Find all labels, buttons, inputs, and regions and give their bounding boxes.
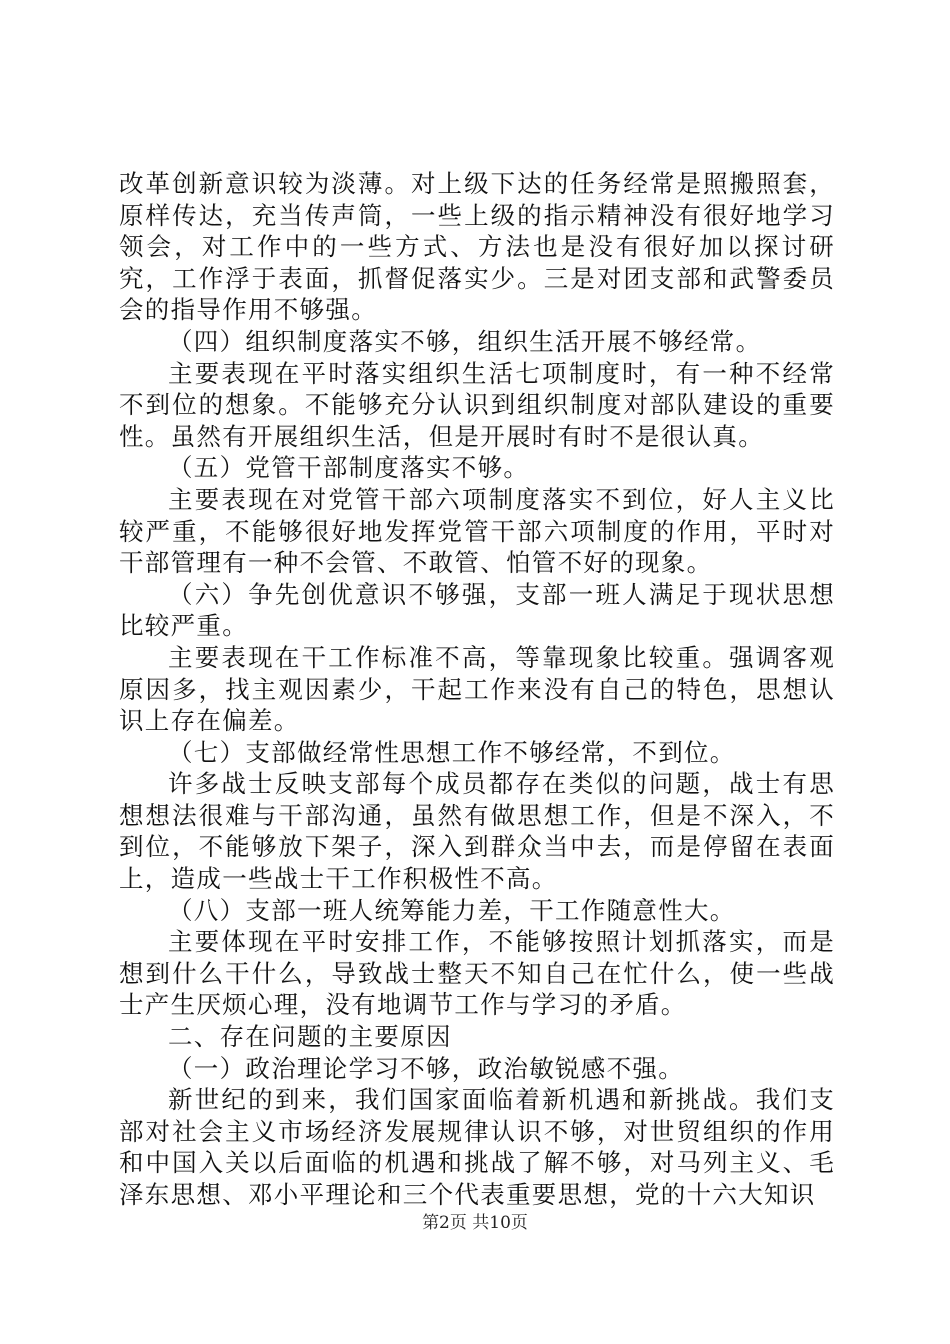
- section-heading: （七）支部做经常性思想工作不够经常，不到位。: [168, 737, 736, 767]
- section-heading: （五）党管干部制度落实不够。: [168, 453, 530, 483]
- section-heading: （四）组织制度落实不够，组织生活开展不够经常。: [168, 326, 762, 356]
- paragraph: 改革创新意识较为淡薄。对上级下达的任务经常是照搬照套，原样传达，充当传声筒，一些上级的指示精神没有很好地学习领会，对工作中的一些方式、方法也是没有很好加以探讨研究，工作浮于表面，抓督促落实少。三是对团支部和武警委员会的指导作用不够强。: [119, 169, 835, 325]
- section-heading: （一）政治理论学习不够，政治敏锐感不强。: [168, 1053, 684, 1083]
- paragraph: 主要表现在对党管干部六项制度落实不到位，好人主义比较严重，不能够很好地发挥党管干部六项制度的作用，平时对干部管理有一种不会管、不敢管、怕管不好的现象。: [119, 484, 835, 578]
- page-footer: [0, 1212, 950, 1234]
- page-number-label: 第2页 共10页: [422, 1213, 528, 1233]
- paragraph: 主要表现在平时落实组织生活七项制度时，有一种不经常不到位的想象。不能够充分认识到组织制度对部队建设的重要性。虽然有开展组织生活，但是开展时有时不是很认真。: [119, 358, 835, 451]
- paragraph: 新世纪的到来，我们国家面临着新机遇和新挑战。我们支部对社会主义市场经济发展规律认识不够，对世贸组织的作用和中国入关以后面临的机遇和挑战了解不够，对马列主义、毛泽东思想、邓小平理论和三个代表重要思想，党的十六大知识: [119, 1085, 835, 1209]
- paragraph: 主要表现在干工作标准不高，等靠现象比较重。强调客观原因多，找主观因素少，干起工作来没有自己的特色，思想认识上存在偏差。: [119, 642, 835, 736]
- section-heading: （六）争先创优意识不够强，支部一班人满足于现状思想比较严重。: [119, 579, 835, 641]
- document-body: [119, 168, 835, 1211]
- paragraph: 许多战士反映支部每个成员都存在类似的问题，战士有思想想法很难与干部沟通，虽然有做思想工作，但是不深入，不到位，不能够放下架子，深入到群众当中去，而是停留在表面上，造成一些战士干工作积极性不高。: [119, 769, 835, 894]
- section-heading: （八）支部一班人统筹能力差，干工作随意性大。: [168, 895, 736, 925]
- chapter-heading: 二、存在问题的主要原因: [168, 1022, 452, 1052]
- paragraph: 主要体现在平时安排工作，不能够按照计划抓落实，而是想到什么干什么，导致战士整天不知自己在忙什么，使一些战士产生厌烦心理，没有地调节工作与学习的矛盾。: [119, 927, 835, 1020]
